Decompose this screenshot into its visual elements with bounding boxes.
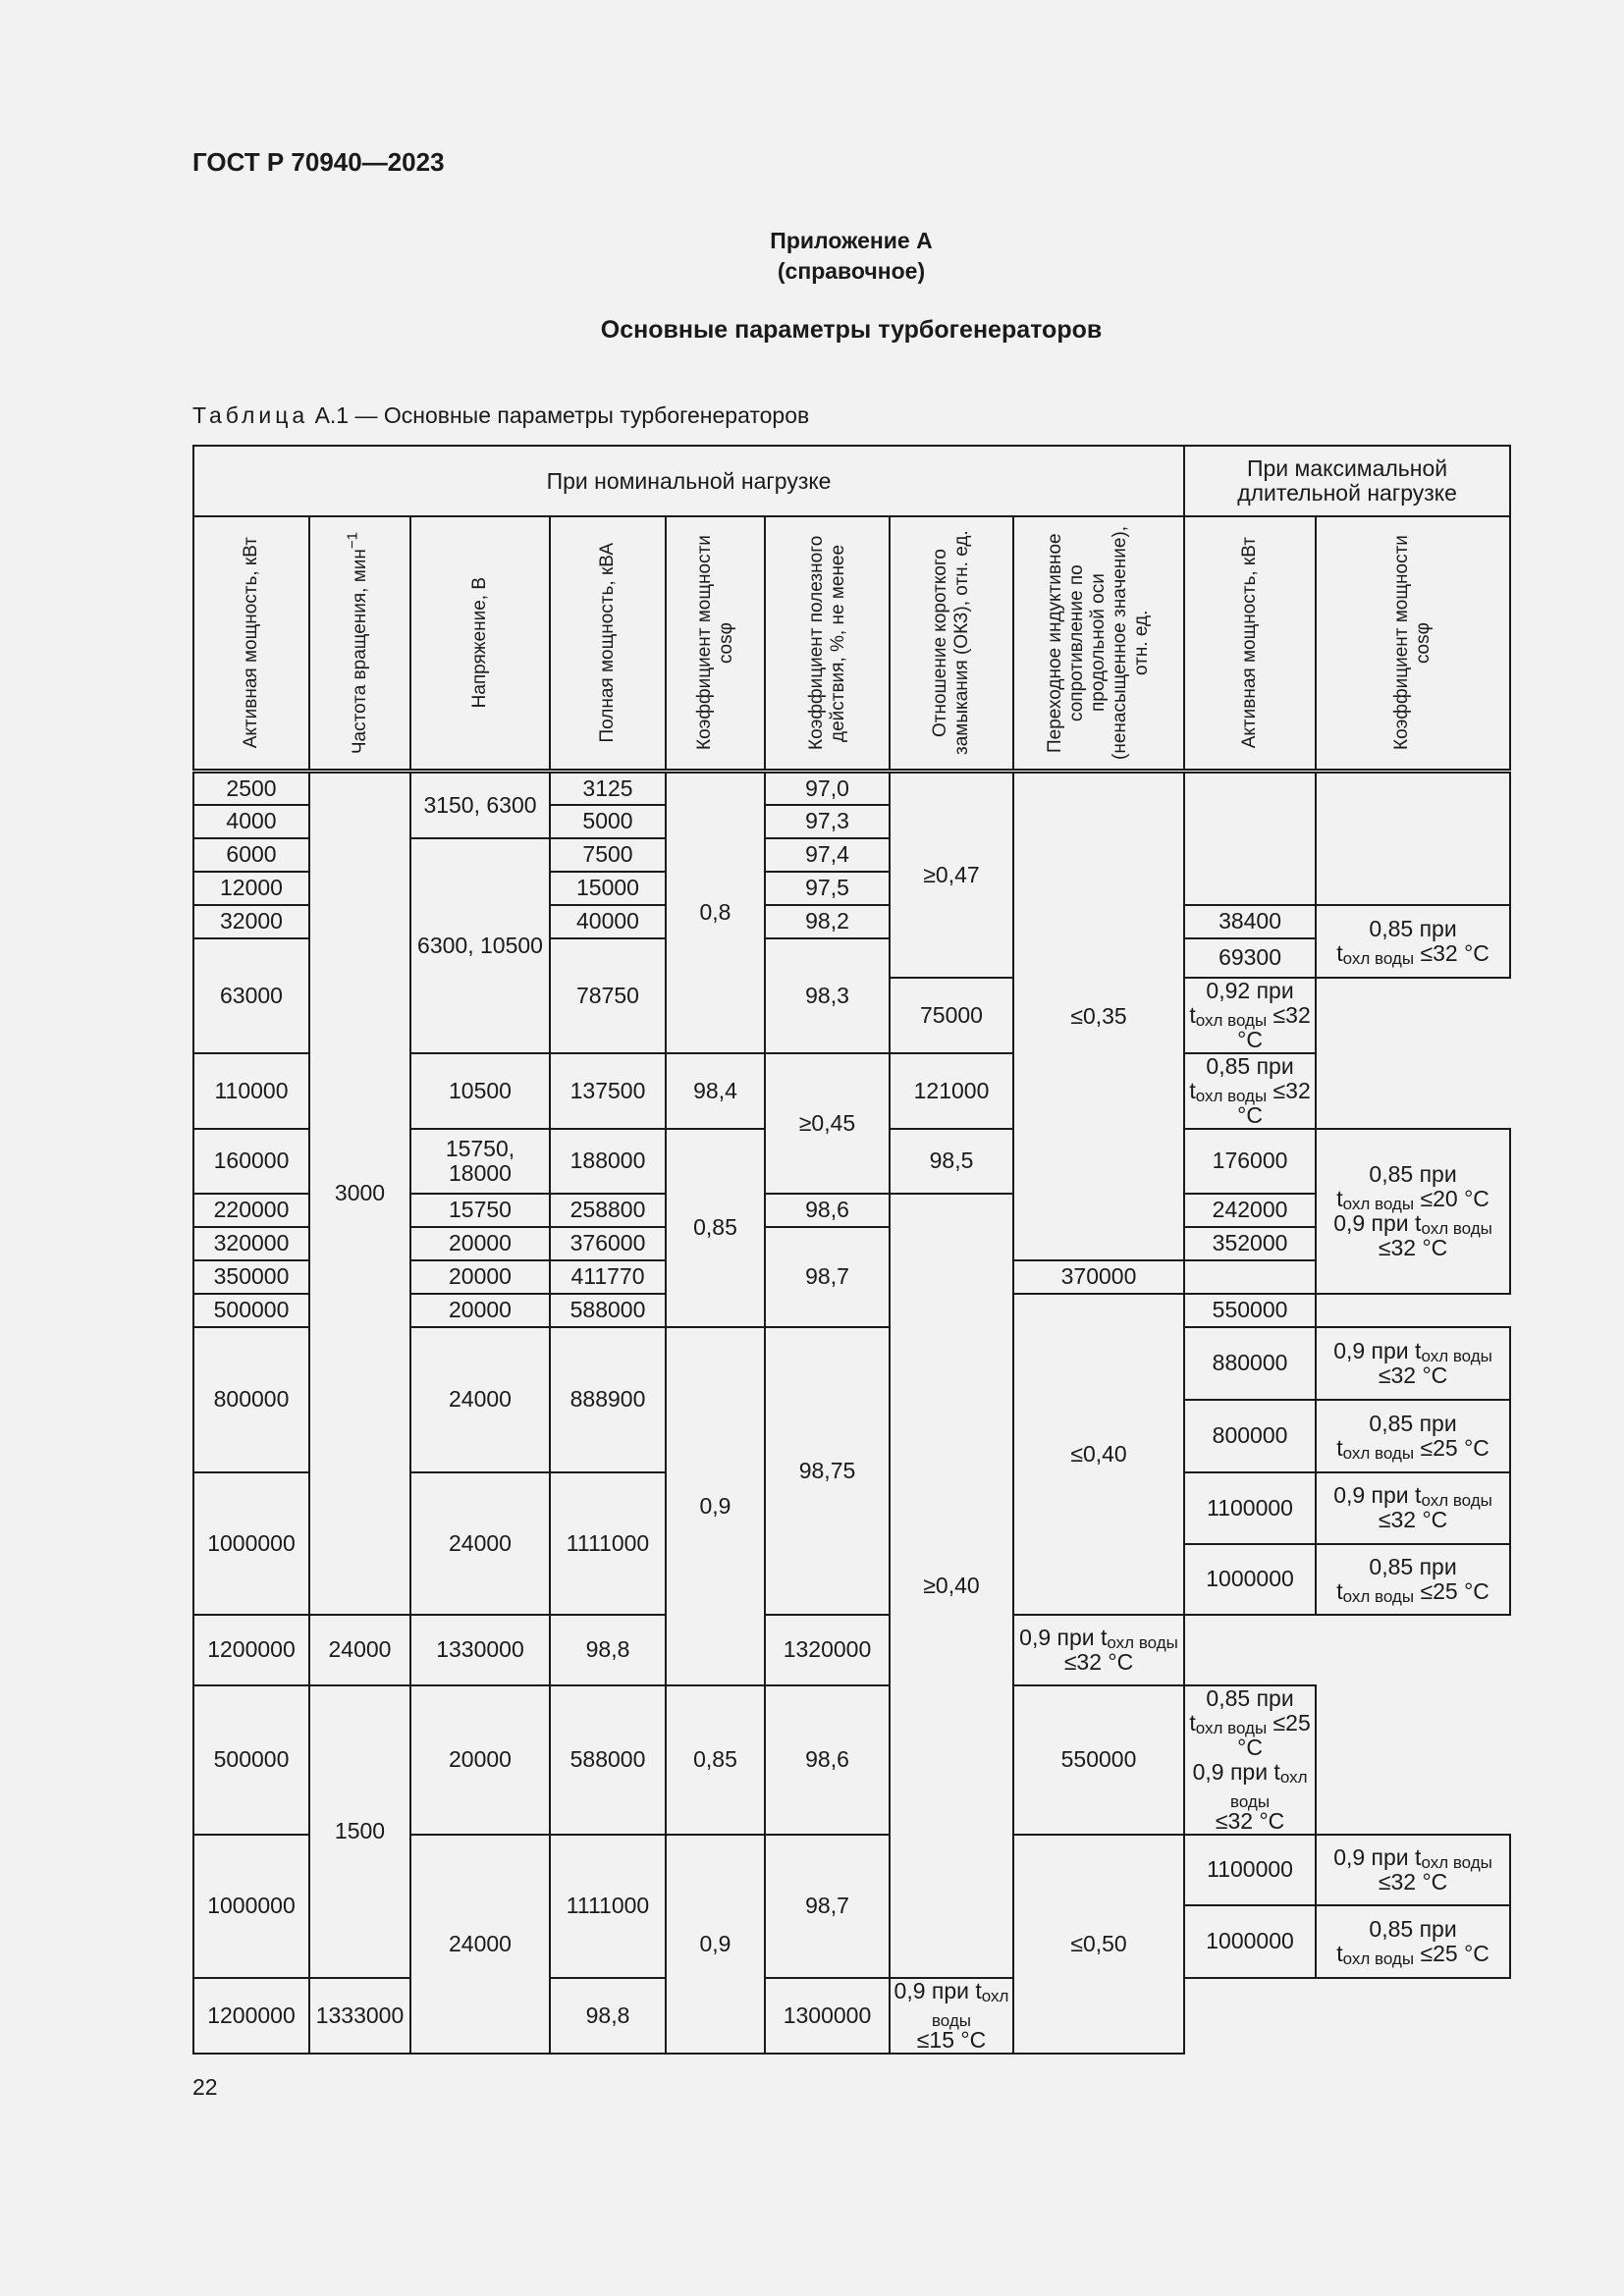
header-group-row: [193, 446, 1510, 516]
scr-cell: ≥0,45: [765, 1053, 890, 1194]
apparent-power-cell: 1330000: [410, 1615, 550, 1685]
max-active-power-cell: 1320000: [765, 1615, 890, 1685]
apparent-power-cell: 137500: [550, 1053, 666, 1129]
table-caption: [192, 402, 809, 429]
voltage-cell: 20000: [410, 1227, 550, 1260]
efficiency-cell: 98,8: [550, 1615, 666, 1685]
max-active-power-cell: 38400: [1184, 905, 1316, 938]
efficiency-cell: 98,5: [890, 1129, 1013, 1194]
voltage-cell: 6300, 10500: [410, 838, 550, 1053]
voltage-cell: 15750, 18000: [410, 1129, 550, 1194]
col-max-power-factor: Коэффициент мощности cosφ: [1316, 516, 1510, 772]
active-power-cell: 500000: [193, 1685, 309, 1835]
page-number: 22: [192, 2074, 218, 2100]
reactance-cell: ≤0,35: [1013, 772, 1184, 1260]
document-code: ГОСТ Р 70940—2023: [192, 147, 445, 177]
scr-cell: ≥0,40: [890, 1194, 1013, 1978]
apparent-power-cell: 411770: [550, 1260, 666, 1294]
voltage-cell: 20000: [410, 1294, 550, 1327]
max-active-power-cell: 370000: [1013, 1260, 1184, 1294]
voltage-cell: 24000: [309, 1615, 410, 1685]
col-max-active-power: Активная мощность, кВт: [1184, 516, 1316, 772]
max-active-power-cell: 1000000: [1184, 1544, 1316, 1615]
max-pf-cell: 0,85 при $t_{охл воды} \le 25$ °C: [1316, 1905, 1510, 1978]
pf-cell: 0,9: [666, 1835, 765, 2054]
active-power-cell: 220000: [193, 1194, 309, 1227]
voltage-cell: 24000: [410, 1835, 550, 2054]
max-pf-cell: 0,85 при $t_{охл воды} \le 20$ °C 0,9 при $t_{охл воды}$ ≤32 °C: [1316, 1129, 1510, 1294]
apparent-power-cell: 40000: [550, 905, 666, 938]
table-row: [193, 772, 1510, 805]
reactance-cell: ≤0,50: [1013, 1835, 1184, 2054]
efficiency-cell: 98,8: [550, 1978, 666, 2054]
apparent-power-cell: 78750: [550, 938, 666, 1053]
max-active-power-cell: 550000: [1013, 1685, 1184, 1835]
section-title: Основные параметры турбогенераторов: [600, 316, 1103, 344]
max-active-power-cell: 1300000: [765, 1978, 890, 2054]
active-power-cell: 12000: [193, 872, 309, 905]
max-active-power-cell: 75000: [890, 978, 1013, 1053]
efficiency-cell: 98,4: [666, 1053, 765, 1129]
efficiency-cell: 98,6: [765, 1685, 890, 1835]
max-active-power-cell: 1100000: [1184, 1835, 1316, 1905]
max-active-power-cell: 242000: [1184, 1194, 1316, 1227]
apparent-power-cell: 1111000: [550, 1472, 666, 1615]
max-active-power-cell: 880000: [1184, 1327, 1316, 1400]
efficiency-cell: 97,5: [765, 872, 890, 905]
efficiency-cell: 98,7: [765, 1835, 890, 1978]
apparent-power-cell: 258800: [550, 1194, 666, 1227]
active-power-cell: 800000: [193, 1327, 309, 1472]
voltage-cell: 20000: [410, 1685, 550, 1835]
active-power-cell: 4000: [193, 805, 309, 838]
max-pf-cell: 0,9 при $t_{охл воды}$ ≤32 °C: [1316, 1327, 1510, 1400]
active-power-cell: 500000: [193, 1294, 309, 1327]
pf-cell: 0,85: [666, 1685, 765, 1835]
apparent-power-cell: 1111000: [550, 1835, 666, 1978]
col-active-power: Активная мощность, кВт: [193, 516, 309, 772]
turbogenerator-parameters-table: [192, 445, 1511, 2055]
max-active-power-cell: [1184, 772, 1316, 905]
max-pf-cell: 0,9 при $t_{охл воды}$ ≤15 °C: [890, 1978, 1013, 2054]
max-active-power-cell: 121000: [890, 1053, 1013, 1129]
speed-cell: 1500: [309, 1685, 410, 1978]
table-row: [193, 1615, 1510, 1685]
efficiency-cell: 98,2: [765, 905, 890, 938]
voltage-cell: 24000: [410, 1472, 550, 1615]
active-power-cell: 63000: [193, 938, 309, 1053]
active-power-cell: 2500: [193, 772, 309, 805]
voltage-cell: 10500: [410, 1053, 550, 1129]
max-active-power-cell: 1000000: [1184, 1905, 1316, 1978]
max-pf-cell: 0,85 при $t_{охл воды} \le 25$ °C 0,9 при $t_{охл воды}$ ≤32 °C: [1184, 1685, 1316, 1835]
max-active-power-cell: 352000: [1184, 1227, 1316, 1260]
efficiency-cell: 98,7: [765, 1227, 890, 1327]
max-pf-cell: [1316, 772, 1510, 905]
voltage-cell: 20000: [410, 1260, 550, 1294]
voltage-cell: 24000: [410, 1327, 550, 1472]
max-pf-cell: 0,9 при $t_{охл воды}$ ≤32 °C: [1316, 1472, 1510, 1544]
efficiency-cell: 97,0: [765, 772, 890, 805]
appendix-title: Приложение А: [770, 228, 933, 253]
col-power-factor: Коэффициент мощности cosφ: [666, 516, 765, 772]
caption-text: А.1 — Основные параметры турбогенераторов: [308, 402, 810, 428]
col-efficiency: Коэффициент полезного действия, %, не менее: [765, 516, 890, 772]
apparent-power-cell: 7500: [550, 838, 666, 872]
max-active-power-cell: 69300: [1184, 938, 1316, 978]
apparent-power-cell: 188000: [550, 1129, 666, 1194]
col-voltage: Напряжение, В: [410, 516, 550, 772]
max-active-power-cell: 1100000: [1184, 1472, 1316, 1544]
speed-cell: 3000: [309, 772, 410, 1615]
active-power-cell: 320000: [193, 1227, 309, 1260]
col-apparent-power: Полная мощность, кВА: [550, 516, 666, 772]
max-pf-cell: 0,9 при $t_{охл воды}$ ≤32 °C: [1013, 1615, 1184, 1685]
group-nominal-load: При номинальной нагрузке: [193, 446, 1184, 516]
active-power-cell: 1200000: [193, 1978, 309, 2054]
active-power-cell: 32000: [193, 905, 309, 938]
pf-cell: 0,9: [666, 1327, 765, 1685]
group-max-load: При максимальной длительной нагрузке: [1184, 446, 1510, 516]
active-power-cell: 1000000: [193, 1835, 309, 1978]
max-pf-cell: 0,85 при $t_{охл воды} \le 32$ °C: [1316, 905, 1510, 978]
apparent-power-cell: 376000: [550, 1227, 666, 1260]
appendix-subtitle: (справочное): [777, 258, 926, 284]
voltage-cell: 3150, 6300: [410, 772, 550, 838]
apparent-power-cell: 1333000: [309, 1978, 410, 2054]
max-active-power-cell: 550000: [1184, 1294, 1316, 1327]
efficiency-cell: 98,3: [765, 938, 890, 1053]
apparent-power-cell: 3125: [550, 772, 666, 805]
appendix-heading: [0, 226, 1624, 287]
apparent-power-cell: 5000: [550, 805, 666, 838]
active-power-cell: 110000: [193, 1053, 309, 1129]
active-power-cell: 1200000: [193, 1615, 309, 1685]
scr-cell: ≥0,47: [890, 772, 1013, 978]
header-columns-row: [193, 516, 1510, 772]
max-active-power-cell: 176000: [1184, 1129, 1316, 1194]
max-pf-cell: 0,92 при $t_{охл воды} \le 32$ °C: [1184, 978, 1316, 1053]
col-transient-reactance: Переходное индуктивное сопротивление по продольной оси (ненасыщенное значение), отн. ед.: [1013, 516, 1184, 772]
active-power-cell: 160000: [193, 1129, 309, 1194]
efficiency-cell: 97,4: [765, 838, 890, 872]
max-pf-cell: 0,85 при $t_{охл воды} \le 25$ °C: [1316, 1400, 1510, 1472]
active-power-cell: 1000000: [193, 1472, 309, 1615]
table-row: [193, 1685, 1510, 1835]
efficiency-cell: 98,6: [765, 1194, 890, 1227]
apparent-power-cell: 588000: [550, 1294, 666, 1327]
pf-cell: 0,8: [666, 772, 765, 1053]
max-active-power-cell: 800000: [1184, 1400, 1316, 1472]
apparent-power-cell: 888900: [550, 1327, 666, 1472]
efficiency-cell: 98,75: [765, 1327, 890, 1615]
apparent-power-cell: 15000: [550, 872, 666, 905]
efficiency-cell: 97,3: [765, 805, 890, 838]
col-speed: Частота вращения, мин$^{-1}$: [309, 516, 410, 772]
active-power-cell: 350000: [193, 1260, 309, 1294]
max-pf-cell: 0,85 при $t_{охл воды} \le 32$ °C: [1184, 1053, 1316, 1129]
reactance-cell: ≤0,40: [1013, 1294, 1184, 1615]
pf-cell: 0,85: [666, 1129, 765, 1327]
table-row: [193, 1978, 1510, 2054]
col-short-circuit-ratio: Отношение короткого замыкания (ОКЗ), отн. ед.: [890, 516, 1013, 772]
max-pf-cell: 0,85 при $t_{охл воды} \le 25$ °C: [1316, 1544, 1510, 1615]
voltage-cell: 15750: [410, 1194, 550, 1227]
caption-label: Таблица: [192, 402, 309, 428]
active-power-cell: 6000: [193, 838, 309, 872]
apparent-power-cell: 588000: [550, 1685, 666, 1835]
max-pf-cell: 0,9 при $t_{охл воды}$ ≤32 °C: [1316, 1835, 1510, 1905]
